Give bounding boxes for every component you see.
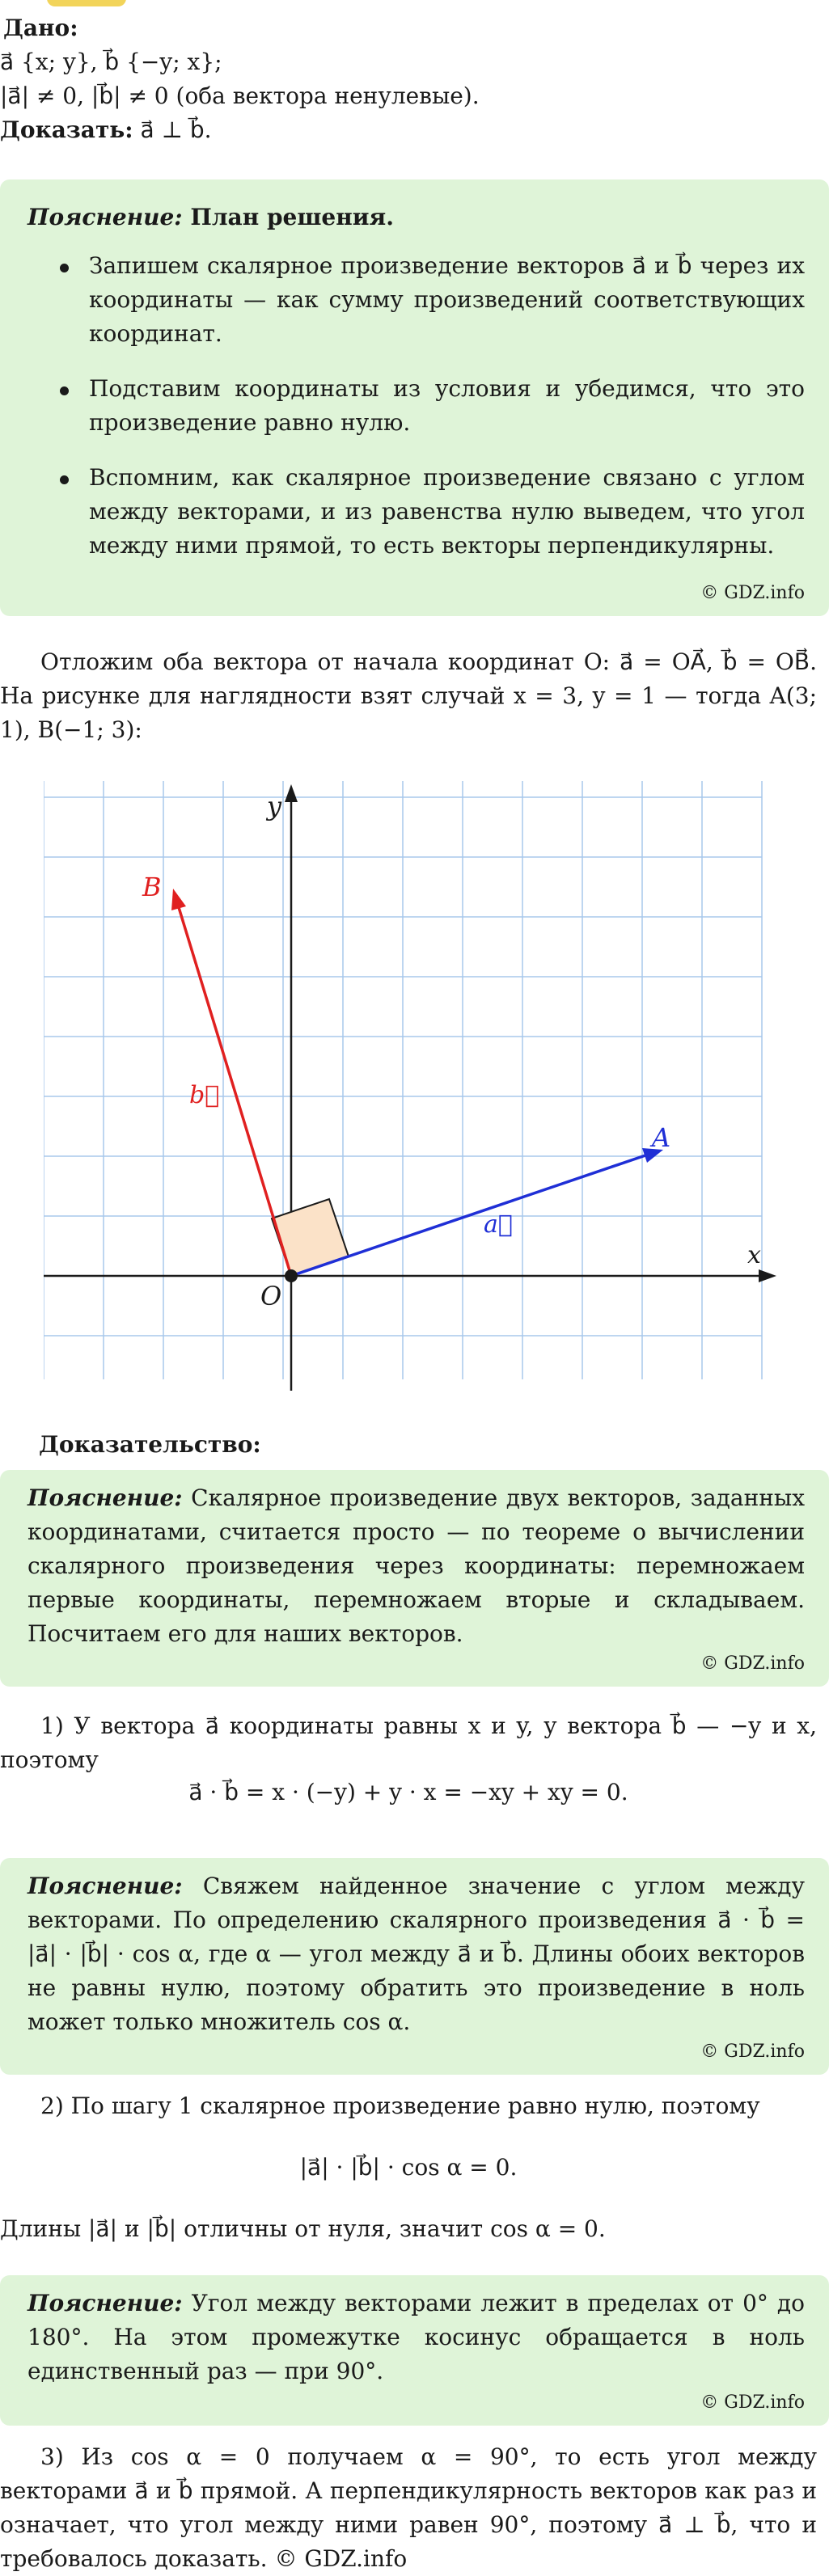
step-1-text: 1) У вектора a⃗ координаты равны x и y, у вектора b⃗ — −y и x, поэтому: [0, 1712, 817, 1773]
point-b-label: B: [142, 872, 162, 902]
explanation-lead: Пояснение:: [27, 2290, 183, 2316]
watermark: © GDZ.info: [700, 2042, 805, 2062]
explanation-text: Свяжем найденное значение с углом между векторами. По определению скалярного произведения a⃗ · b⃗ = |a⃗| · |b⃗| · cos α, где α — угол между a⃗ и b⃗. Длины обоих векторов не равны нулю, поэтому обратить это произведение в ноль может только множитель cos α.: [27, 1873, 806, 2035]
x-axis: [44, 1269, 776, 1282]
vector-a-label: a⃗: [484, 1210, 513, 1239]
given-nonzero: |a⃗| ≠ 0, |b⃗| ≠ 0 (оба вектора ненулевые).: [0, 82, 480, 109]
point-a-label: A: [652, 1122, 671, 1153]
explanation-text: Угол между векторами лежит в пределах от 0° до 180°. На этом промежутке косинус обращается в ноль единственный раз — при 90°.: [27, 2290, 805, 2384]
coordinate-grid: [44, 781, 762, 1379]
plan-box: [0, 179, 829, 616]
given-vectors: a⃗ {x; y}, b⃗ {−y; x};: [0, 49, 222, 75]
explanation-lead: Пояснение:: [27, 1873, 183, 1899]
explanation-box-2: [0, 1858, 829, 2075]
vector-b-label: b⃗: [189, 1081, 220, 1109]
prove-value: a⃗ ⊥ b⃗.: [140, 116, 212, 143]
bullet-icon: [60, 264, 69, 272]
y-axis-label: y: [267, 791, 282, 821]
prove-label: Доказать:: [0, 116, 133, 143]
plan-item: Вспомним, как скалярное произведение связано с углом между векторами, и из равенства нулю выведем, что угол между ними прямой, то есть векторы перпендикулярны.: [89, 461, 805, 563]
intro-paragraph: Отложим оба вектора от начала координат O: a⃗ = OA⃗, b⃗ = OB⃗. На рисунке для наглядности взят случай x = 3, y = 1 — тогда A(3; 1), B(−1; 3):: [0, 648, 817, 743]
vector-a-arrow: [291, 1148, 663, 1276]
plan-list: [0, 249, 829, 563]
plan-title: [0, 201, 829, 234]
origin-label: O: [260, 1281, 282, 1311]
plan-lead: Пояснение:: [27, 204, 183, 230]
watermark: © GDZ.info: [700, 1653, 805, 1674]
given-block: [0, 11, 817, 147]
step-1-formula: a⃗ · b⃗ = x · (−y) + y · x = −xy + xy = 0.: [188, 1779, 628, 1805]
x-axis-label: x: [747, 1241, 761, 1269]
plan-title-text: План решения.: [190, 204, 394, 230]
bullet-icon: [60, 475, 69, 484]
origin-point: [285, 1269, 298, 1282]
explanation-lead: Пояснение:: [27, 1484, 183, 1511]
explanation-box-3: [0, 2275, 829, 2426]
proof-label: Доказательство:: [39, 1431, 261, 1458]
plan-item: Подставим координаты из условия и убедимся, что это произведение равно нулю.: [89, 372, 805, 440]
plan-item: Запишем скалярное произведение векторов a⃗ и b⃗ через их координаты — как сумму произведений соответствующих координат.: [89, 249, 805, 351]
step-2-text: 2) По шагу 1 скалярное произведение равно нулю, поэтому: [40, 2092, 760, 2119]
watermark: © GDZ.info: [700, 2392, 805, 2413]
step-2-formula: |a⃗| · |b⃗| · cos α = 0.: [299, 2154, 518, 2181]
vector-figure: [44, 781, 778, 1391]
given-label: Дано:: [3, 15, 78, 41]
step-3-text: 3) Из cos α = 0 получаем α = 90°, то есть угол между векторами a⃗ и b⃗ прямой. А перпендикулярность векторов как раз и означает, что угол между ними равен 90°, поэтому a⃗ ⊥ b⃗, что и требовалось доказать. © GDZ.info: [0, 2443, 817, 2572]
top-tab-marker: [47, 0, 126, 6]
explanation-text: Скалярное произведение двух векторов, заданных координатами, считается просто — по теореме о вычислении скалярного произведения через координаты: перемножаем первые координаты, перемножаем вторые и складываем. Посчитаем его для наших векторов.: [27, 1484, 806, 1647]
bullet-icon: [60, 386, 69, 395]
watermark: © GDZ.info: [274, 2545, 408, 2572]
watermark: © GDZ.info: [700, 583, 805, 603]
step-2-conclusion: Длины |a⃗| и |b⃗| отличны от нуля, значит cos α = 0.: [0, 2215, 606, 2242]
y-axis: [285, 784, 298, 1391]
explanation-box-1: [0, 1470, 829, 1687]
